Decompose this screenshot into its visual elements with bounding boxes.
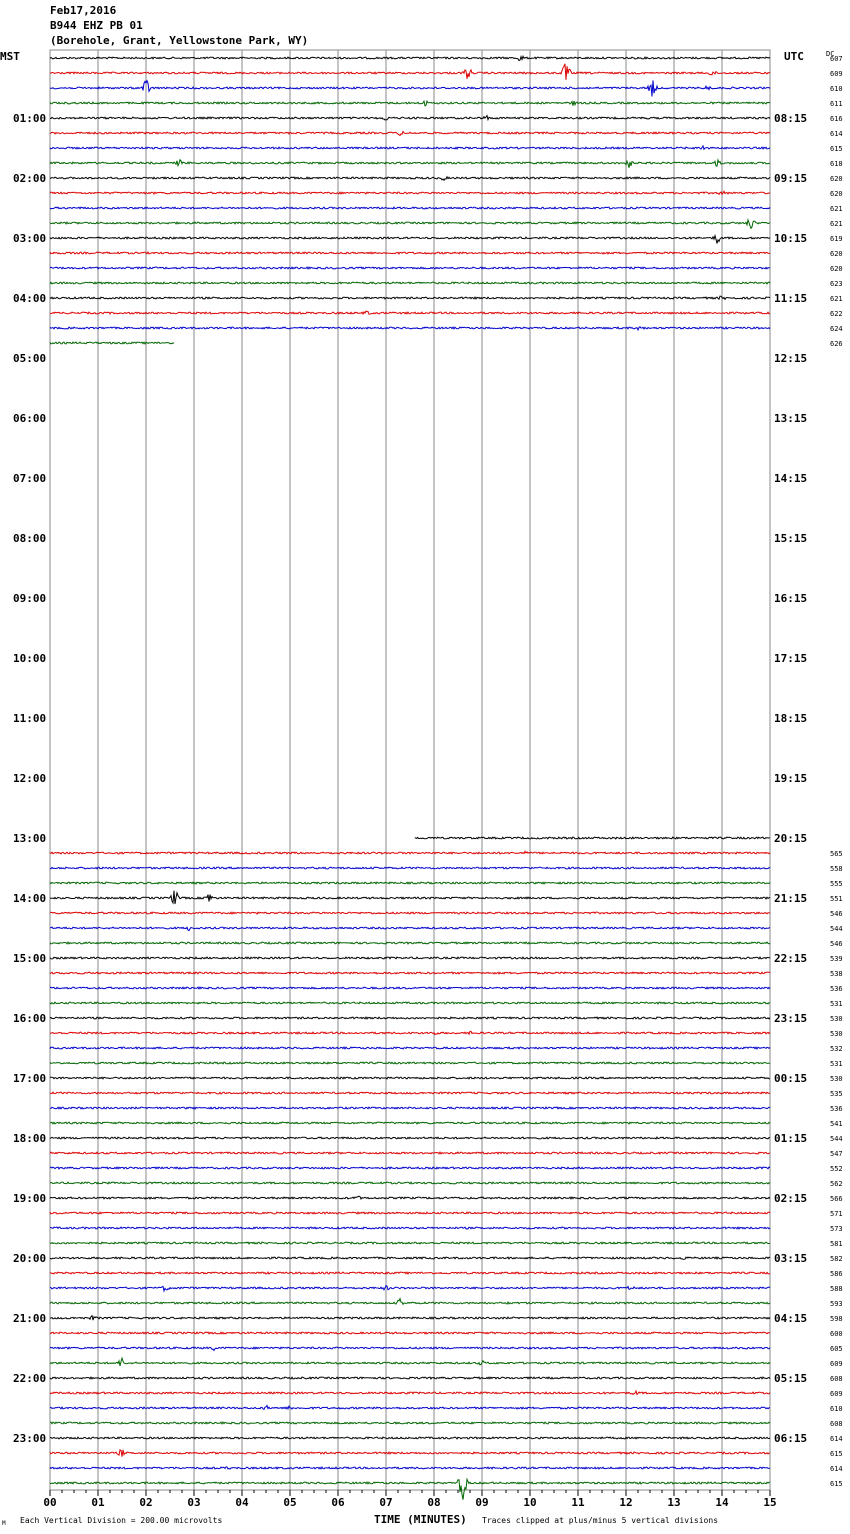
hour-label-utc: 21:15 <box>774 892 808 905</box>
x-tick-label: 02 <box>139 1496 153 1509</box>
seismic-trace <box>50 1107 770 1109</box>
trace-dc-label: 607 <box>830 55 843 63</box>
seismic-trace <box>50 177 770 181</box>
plot-frame <box>50 50 770 1490</box>
seismic-trace <box>50 851 770 854</box>
x-tick-label: 13 <box>667 1496 681 1509</box>
trace-dc-label: 546 <box>830 940 843 948</box>
trace-dc-label: 535 <box>830 1090 843 1098</box>
x-tick-label: 04 <box>235 1496 249 1509</box>
trace-dc-label: 616 <box>830 115 843 123</box>
seismic-trace <box>50 191 770 194</box>
hour-label-utc: 04:15 <box>774 1312 808 1325</box>
seismic-trace <box>50 912 770 914</box>
trace-dc-label: 586 <box>830 1270 843 1278</box>
seismic-trace <box>50 1062 770 1064</box>
seismic-trace <box>50 1467 770 1469</box>
left-timezone-label: MST <box>0 50 20 63</box>
seismic-trace <box>50 1422 770 1424</box>
seismic-trace <box>50 1077 770 1079</box>
seismic-trace <box>50 1047 770 1049</box>
header-date: Feb17,2016 <box>50 4 117 17</box>
seismic-trace <box>50 101 770 106</box>
hour-label-mst: 23:00 <box>13 1432 47 1445</box>
hour-label-utc: 11:15 <box>774 292 808 305</box>
hour-label-mst: 09:00 <box>13 592 47 605</box>
trace-dc-label: 555 <box>830 880 843 888</box>
seismic-trace <box>50 867 770 869</box>
trace-dc-label: 620 <box>830 190 843 198</box>
trace-dc-label: 565 <box>830 850 843 858</box>
trace-dc-label: 605 <box>830 1345 843 1353</box>
hour-label-utc: 09:15 <box>774 172 808 185</box>
seismic-trace <box>50 146 770 149</box>
x-tick-label: 11 <box>571 1496 585 1509</box>
x-tick-label: 05 <box>283 1496 297 1509</box>
seismic-trace <box>50 1437 770 1439</box>
seismic-trace <box>50 296 770 299</box>
trace-dc-label: 582 <box>830 1255 843 1263</box>
x-tick-label: 09 <box>475 1496 489 1509</box>
trace-dc-label: 558 <box>830 865 843 873</box>
trace-dc-label: 531 <box>830 1060 843 1068</box>
trace-dc-label: 546 <box>830 910 843 918</box>
trace-dc-label: 621 <box>830 205 843 213</box>
hour-label-mst: 10:00 <box>13 652 47 665</box>
hour-label-utc: 14:15 <box>774 472 808 485</box>
hour-label-mst: 19:00 <box>13 1192 47 1205</box>
hour-label-utc: 06:15 <box>774 1432 808 1445</box>
seismic-trace <box>50 160 770 168</box>
trace-dc-label: 552 <box>830 1165 843 1173</box>
trace-dc-label: 541 <box>830 1120 843 1128</box>
seismic-trace <box>50 1450 770 1457</box>
trace-dc-label: 620 <box>830 265 843 273</box>
right-timezone-label: UTC <box>784 50 804 63</box>
hour-label-utc: 12:15 <box>774 352 808 365</box>
hour-label-utc: 10:15 <box>774 232 808 245</box>
trace-dc-label: 581 <box>830 1240 843 1248</box>
hour-label-utc: 02:15 <box>774 1192 808 1205</box>
hour-label-mst: 05:00 <box>13 352 47 365</box>
hour-label-utc: 20:15 <box>774 832 808 845</box>
trace-dc-label: 551 <box>830 895 843 903</box>
hour-label-mst: 07:00 <box>13 472 47 485</box>
hour-label-utc: 19:15 <box>774 772 808 785</box>
hour-label-mst: 11:00 <box>13 712 47 725</box>
trace-dc-label: 610 <box>830 85 843 93</box>
trace-dc-label: 626 <box>830 340 843 348</box>
hour-label-mst: 16:00 <box>13 1012 47 1025</box>
x-tick-label: 14 <box>715 1496 729 1509</box>
seismic-trace <box>50 882 770 884</box>
trace-dc-label: 600 <box>830 1330 843 1338</box>
trace-dc-label: 618 <box>830 160 843 168</box>
trace-dc-label: 608 <box>830 1420 843 1428</box>
hour-label-mst: 22:00 <box>13 1372 47 1385</box>
trace-dc-label: 614 <box>830 1435 843 1443</box>
trace-dc-label: 623 <box>830 280 843 288</box>
seismic-trace <box>50 1332 770 1334</box>
hour-label-utc: 15:15 <box>774 532 808 545</box>
hour-label-utc: 05:15 <box>774 1372 808 1385</box>
seismic-trace <box>50 957 770 959</box>
trace-dc-label: 530 <box>830 1030 843 1038</box>
trace-dc-label: 621 <box>830 220 843 228</box>
trace-dc-label: 562 <box>830 1180 843 1188</box>
seismic-trace <box>50 1182 770 1184</box>
trace-dc-label: 547 <box>830 1150 843 1158</box>
trace-dc-label: 621 <box>830 295 843 303</box>
x-tick-label: 07 <box>379 1496 393 1509</box>
hour-label-mst: 08:00 <box>13 532 47 545</box>
x-tick-label: 01 <box>91 1496 105 1509</box>
seismic-trace <box>50 64 770 80</box>
trace-dc-label: 536 <box>830 1105 843 1113</box>
seismic-trace <box>50 236 770 244</box>
seismic-trace <box>50 972 770 974</box>
seismic-trace <box>50 1092 770 1094</box>
x-tick-label: 08 <box>427 1496 441 1509</box>
trace-dc-label: 620 <box>830 250 843 258</box>
seismic-trace <box>50 891 770 904</box>
header-location: (Borehole, Grant, Yellowstone Park, WY) <box>50 34 309 47</box>
trace-dc-label: 609 <box>830 1390 843 1398</box>
trace-dc-label: 611 <box>830 100 843 108</box>
hour-label-utc: 23:15 <box>774 1012 808 1025</box>
hour-label-mst: 17:00 <box>13 1072 47 1085</box>
seismic-trace <box>50 1358 770 1366</box>
trace-dc-label: 539 <box>830 955 843 963</box>
hour-label-mst: 02:00 <box>13 172 47 185</box>
seismic-trace <box>50 1347 770 1350</box>
hour-label-utc: 18:15 <box>774 712 808 725</box>
seismic-trace <box>50 327 770 330</box>
trace-dc-label: 608 <box>830 1375 843 1383</box>
seismic-trace <box>50 1167 770 1169</box>
seismic-trace <box>50 1227 770 1229</box>
seismic-trace <box>50 252 770 254</box>
hour-label-utc: 16:15 <box>774 592 808 605</box>
seismic-trace <box>50 1406 770 1410</box>
seismic-trace <box>50 1122 770 1124</box>
seismic-trace <box>50 220 770 228</box>
seismic-trace <box>50 1002 770 1004</box>
x-tick-label: 12 <box>619 1496 633 1509</box>
seismic-trace <box>50 80 770 96</box>
hour-label-utc: 08:15 <box>774 112 808 125</box>
seismic-trace <box>50 1286 770 1291</box>
hour-label-mst: 20:00 <box>13 1252 47 1265</box>
trace-dc-label: 532 <box>830 1045 843 1053</box>
trace-dc-label: 622 <box>830 310 843 318</box>
hour-label-mst: 21:00 <box>13 1312 47 1325</box>
seismic-trace <box>50 1272 770 1274</box>
trace-dc-label: 538 <box>830 970 843 978</box>
seismic-trace <box>50 1017 770 1019</box>
x-axis-label: TIME (MINUTES) <box>374 1513 467 1526</box>
trace-dc-label: 615 <box>830 1450 843 1458</box>
seismic-trace <box>50 1137 770 1139</box>
seismic-trace <box>415 837 770 839</box>
dc-label: DC <box>826 50 835 58</box>
trace-dc-label: 615 <box>830 145 843 153</box>
seismic-trace <box>50 1196 770 1199</box>
trace-dc-label: 544 <box>830 1135 843 1143</box>
trace-dc-label: 530 <box>830 1015 843 1023</box>
hour-label-mst: 01:00 <box>13 112 47 125</box>
seismic-trace <box>50 1377 770 1379</box>
trace-dc-label: 598 <box>830 1315 843 1323</box>
x-tick-label: 03 <box>187 1496 201 1509</box>
trace-dc-label: 588 <box>830 1285 843 1293</box>
trace-dc-label: 620 <box>830 175 843 183</box>
hour-label-mst: 18:00 <box>13 1132 47 1145</box>
x-tick-label: 10 <box>523 1496 537 1509</box>
seismic-trace <box>50 942 770 944</box>
seismic-trace <box>50 207 770 209</box>
x-tick-label: 15 <box>763 1496 777 1509</box>
hour-label-utc: 17:15 <box>774 652 808 665</box>
trace-dc-label: 615 <box>830 1480 843 1488</box>
header-station: B944 EHZ PB 01 <box>50 19 143 32</box>
seismic-trace <box>50 131 770 135</box>
trace-dc-label: 610 <box>830 1405 843 1413</box>
seismic-trace <box>50 927 770 931</box>
seismic-trace <box>50 1152 770 1154</box>
seismic-trace <box>50 282 770 284</box>
hour-label-utc: 00:15 <box>774 1072 808 1085</box>
clip-text: Traces clipped at plus/minus 5 vertical divisions <box>482 1516 719 1525</box>
seismic-trace <box>50 1242 770 1244</box>
trace-dc-label: 593 <box>830 1300 843 1308</box>
trace-dc-label: 614 <box>830 1465 843 1473</box>
hour-label-utc: 22:15 <box>774 952 808 965</box>
trace-dc-label: 536 <box>830 985 843 993</box>
hour-label-mst: 12:00 <box>13 772 47 785</box>
trace-dc-label: 573 <box>830 1225 843 1233</box>
corner-mark: M <box>2 1520 6 1527</box>
hour-label-mst: 04:00 <box>13 292 47 305</box>
seismic-trace <box>50 311 770 314</box>
trace-dc-label: 571 <box>830 1210 843 1218</box>
trace-dc-label: 624 <box>830 325 843 333</box>
seismic-trace <box>50 267 770 269</box>
seismic-trace <box>50 56 770 60</box>
seismic-trace <box>50 1391 770 1395</box>
trace-dc-label: 530 <box>830 1075 843 1083</box>
seismic-trace <box>50 342 174 344</box>
seismic-trace <box>50 1212 770 1214</box>
hour-label-utc: 03:15 <box>774 1252 808 1265</box>
trace-dc-label: 531 <box>830 1000 843 1008</box>
hour-label-utc: 13:15 <box>774 412 808 425</box>
seismic-trace <box>50 1031 770 1034</box>
scale-text: Each Vertical Division = 200.00 microvolts <box>20 1516 223 1525</box>
trace-dc-label: 619 <box>830 235 843 243</box>
trace-dc-label: 609 <box>830 70 843 78</box>
trace-dc-label: 544 <box>830 925 843 933</box>
x-tick-label: 06 <box>331 1496 345 1509</box>
trace-dc-label: 609 <box>830 1360 843 1368</box>
trace-dc-label: 614 <box>830 130 843 138</box>
trace-dc-label: 566 <box>830 1195 843 1203</box>
hour-label-mst: 14:00 <box>13 892 47 905</box>
x-tick-label: 00 <box>43 1496 57 1509</box>
hour-label-utc: 01:15 <box>774 1132 808 1145</box>
seismic-trace <box>50 116 770 120</box>
hour-label-mst: 06:00 <box>13 412 47 425</box>
seismic-trace <box>50 987 770 989</box>
seismic-trace <box>50 1299 770 1305</box>
hour-label-mst: 13:00 <box>13 832 47 845</box>
hour-label-mst: 15:00 <box>13 952 47 965</box>
hour-label-mst: 03:00 <box>13 232 47 245</box>
seismic-trace <box>50 1316 770 1321</box>
seismic-trace <box>50 1257 770 1259</box>
